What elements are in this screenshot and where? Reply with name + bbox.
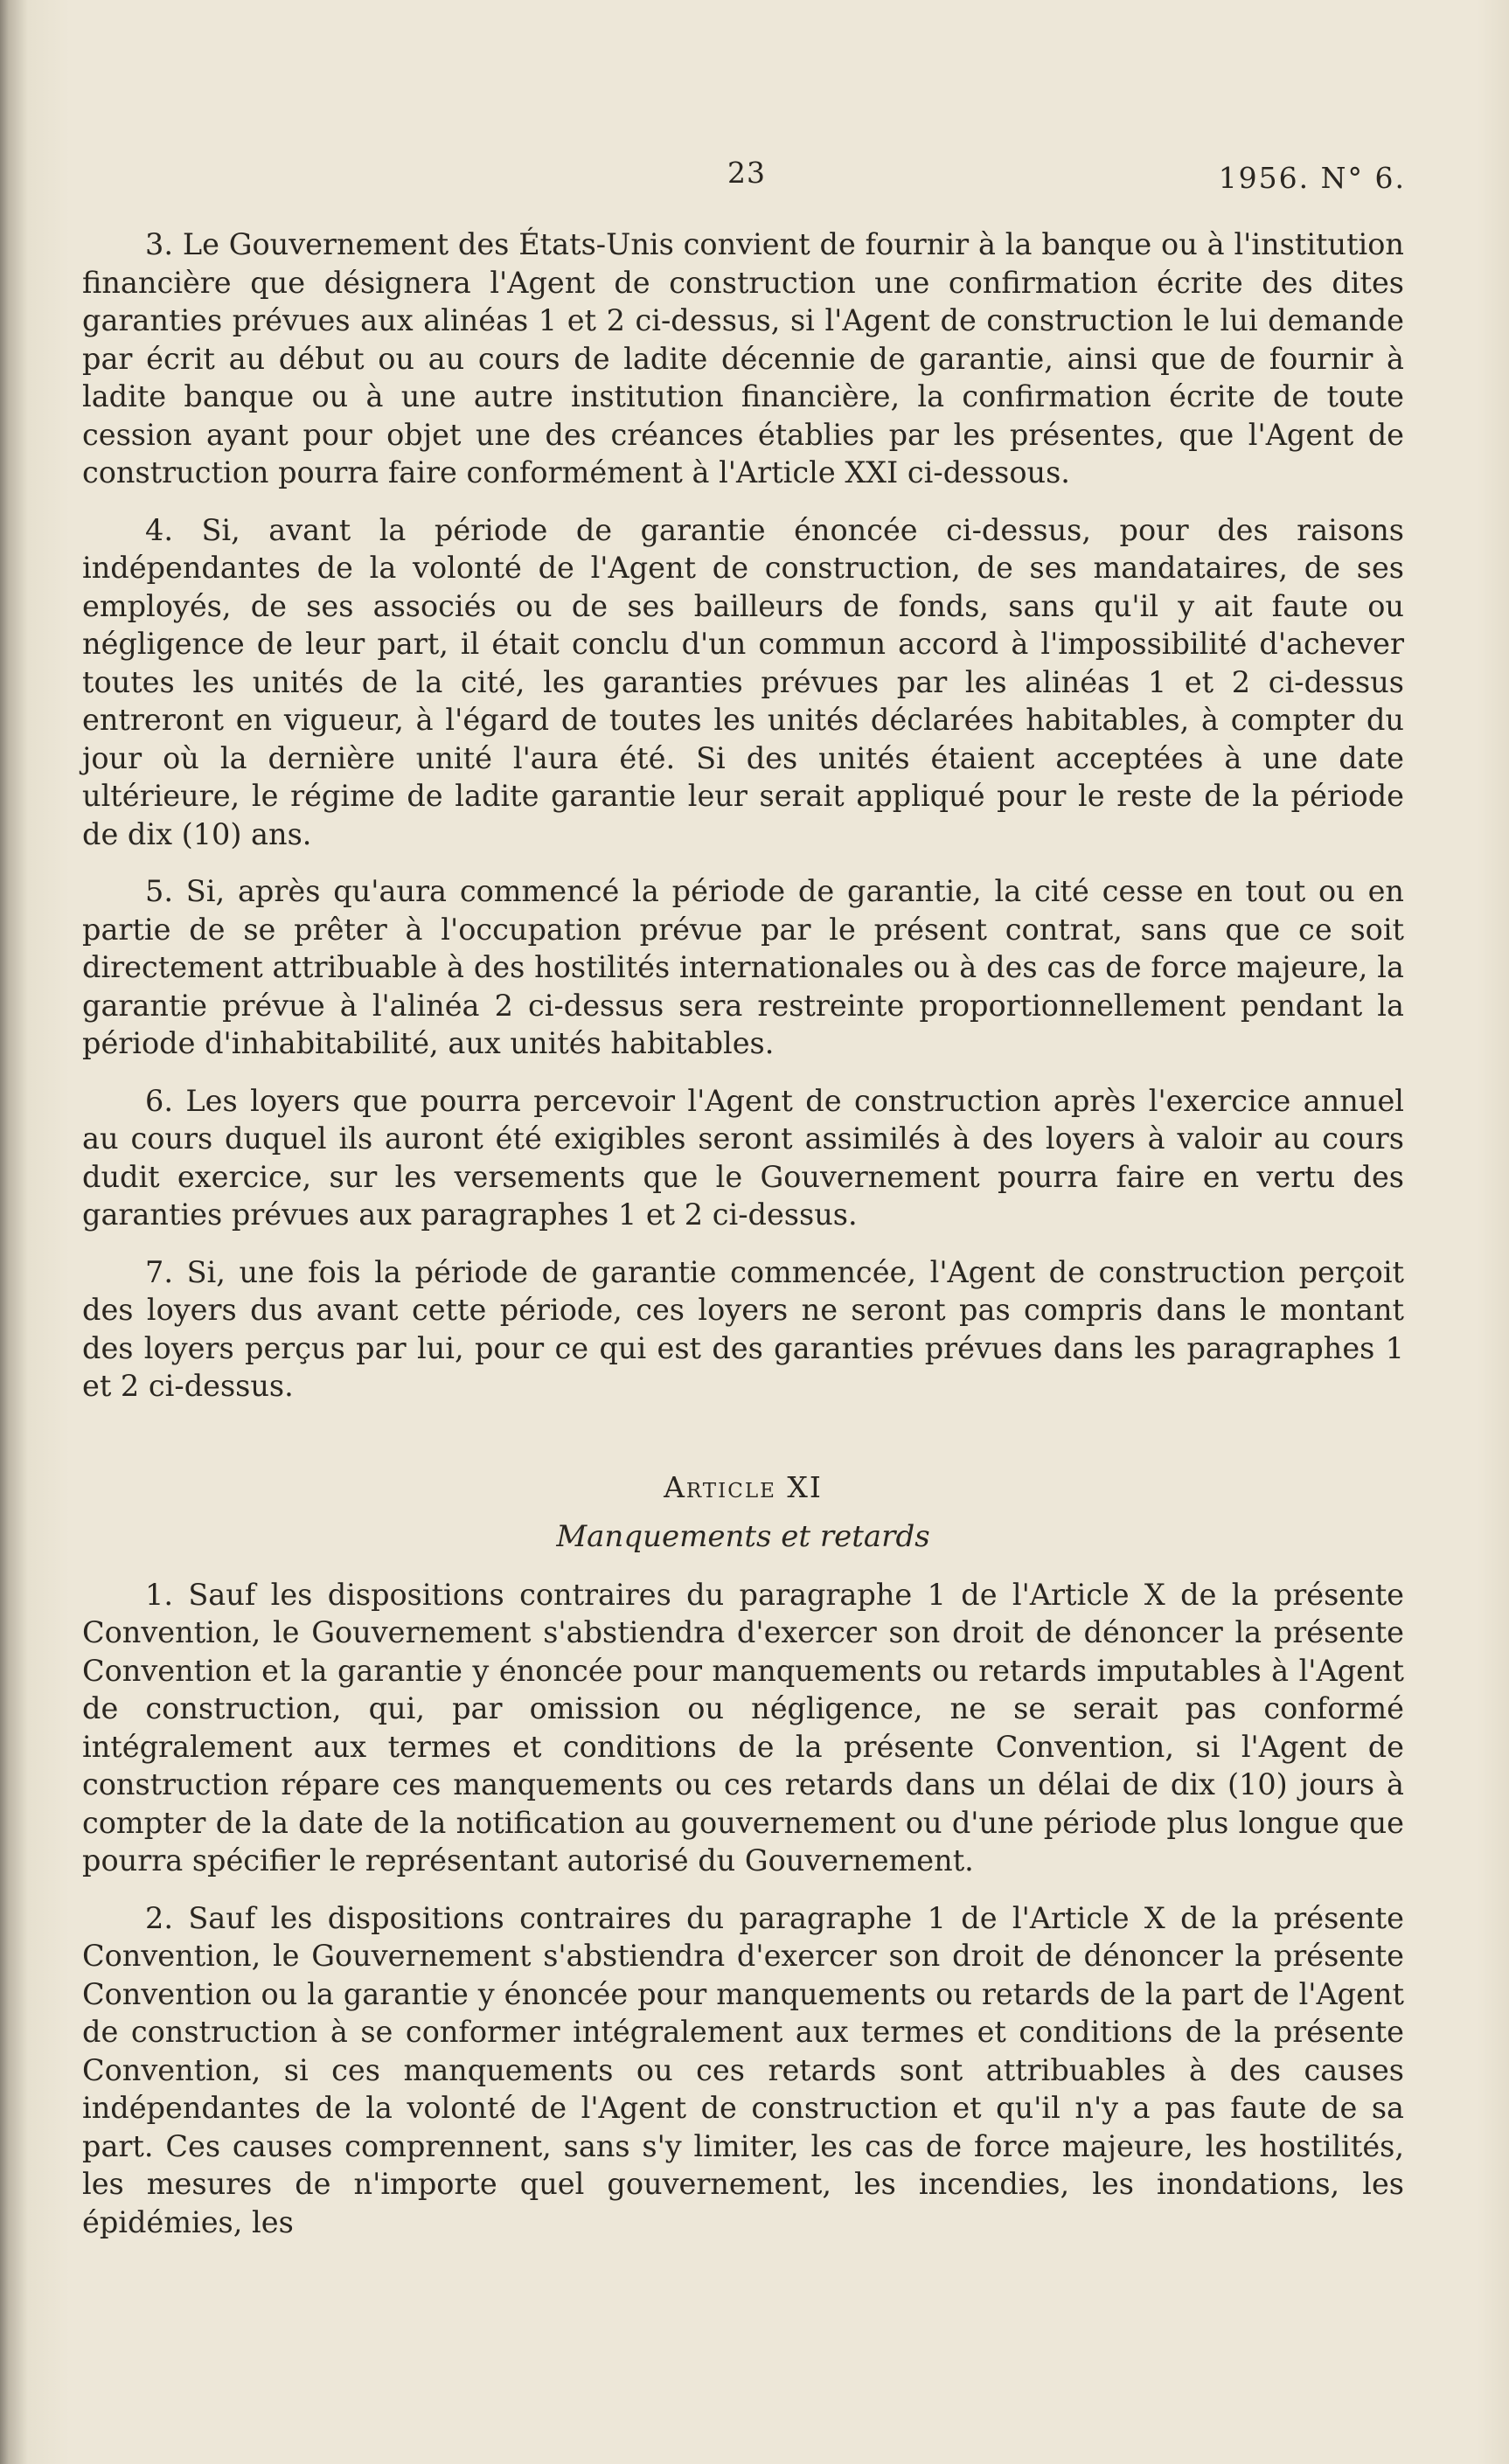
article-subtitle: Manquements et retards bbox=[556, 1519, 930, 1554]
page-header bbox=[0, 156, 1509, 199]
article-heading: Article XI bbox=[664, 1469, 823, 1504]
paragraph-5: 5. Si, après qu'aura commencé la période de garantie, la cité cesse en tout ou en partie de se prêter à l'occupation prévue par le présent contrat, sans que ce soit directement attribuable à des hostilités internationales ou à des cas de force majeure, la garantie prévue à l'alinéa 2 ci-dessus sera restreinte proportionnellement pendant la période d'inhabitabilité, aux unités habitables. bbox=[82, 874, 1404, 1060]
paragraph-4: 4. Si, avant la période de garantie énoncée ci-dessus, pour des raisons indépendantes de la volonté de l'Agent de construction, de ses mandataires, de ses employés, de ses associés ou de ses bailleurs de fonds, sans qu'il y ait faute ou négligence de leur part, il était conclu d'un commun accord à l'impossibilité d'achever toutes les unités de la cité, les garanties prévues par les alinéas 1 et 2 ci-dessus entreront en vigueur, à l'égard de toutes les unités déclarées habitables, à compter du jour où la dernière unité l'aura été. Si des unités étaient acceptées à une date ultérieure, le régime de ladite garantie leur serait appliqué pour le reste de la période de dix (10) ans. bbox=[82, 512, 1404, 851]
paragraph-6: 6. Les loyers que pourra percevoir l'Agent de construction après l'exercice annuel au cours duquel ils auront été exigibles seront assimilés à des loyers à valoir au cours dudit exercice, sur les versements que le Gouvernement pourra faire en vertu des garanties prévues aux paragraphes 1 et 2 ci-dessus. bbox=[82, 1083, 1404, 1232]
paragraph-3: 3. Le Gouvernement des États-Unis convient de fournir à la banque ou à l'institution financière que désignera l'Agent de construction une confirmation écrite des dites garanties prévues aux alinéas 1 et 2 ci-dessus, si l'Agent de construction le lui demande par écrit au début ou au cours de ladite décennie de garantie, ainsi que de fournir à ladite banque ou à une autre institution financière, la confirmation écrite de toute cession ayant pour objet une des créances établies par les présentes, que l'Agent de construction pourra faire conformément à l'Article XXI ci-dessous. bbox=[82, 227, 1404, 489]
article-xi-paragraph-1: 1. Sauf les dispositions contraires du paragraphe 1 de l'Article X de la présente Convention, le Gouvernement s'abstiendra d'exercer son droit de dénoncer la présente Convention et la garantie y énoncée pour manquements ou retards imputables à l'Agent de construction, qui, par omission ou négligence, ne se serait pas conformé intégralement aux termes et conditions de la présente Convention, si l'Agent de construction répare ces manquements ou ces retards dans un délai de dix (10) jours à compter de la date de la notification au gouvernement ou d'une période plus longue que pourra spécifier le représentant autorisé du Gouvernement. bbox=[82, 1577, 1404, 1877]
paragraph-7: 7. Si, une fois la période de garantie commencée, l'Agent de construction perçoit des loyers dus avant cette période, ces loyers ne seront pas compris dans le montant des loyers perçus par lui, pour ce qui est des garanties prévues dans les paragraphes 1 et 2 ci-dessus. bbox=[82, 1254, 1404, 1403]
page-number: 23 bbox=[727, 156, 766, 190]
issue-reference: 1956. N° 6. bbox=[1218, 161, 1406, 195]
article-xi-paragraph-2: 2. Sauf les dispositions contraires du paragraphe 1 de l'Article X de la présente Convention, le Gouvernement s'abstiendra d'exercer son droit de dénoncer la présente Convention ou la garantie y énoncée pour manquements ou retards de la part de l'Agent de construction à se conformer intégralement aux termes et conditions de la présente Convention, si ces manquements ou ces retards sont attribuables à des causes indépendantes de la volonté de l'Agent de construction et qu'il n'y a pas faute de sa part. Ces causes comprennent, sans s'y limiter, les cas de force majeure, les hostilités, les mesures de n'importe quel gouvernement, les incendies, les inondations, les épidémies, les bbox=[82, 1900, 1404, 2239]
document-body bbox=[82, 226, 1404, 2260]
